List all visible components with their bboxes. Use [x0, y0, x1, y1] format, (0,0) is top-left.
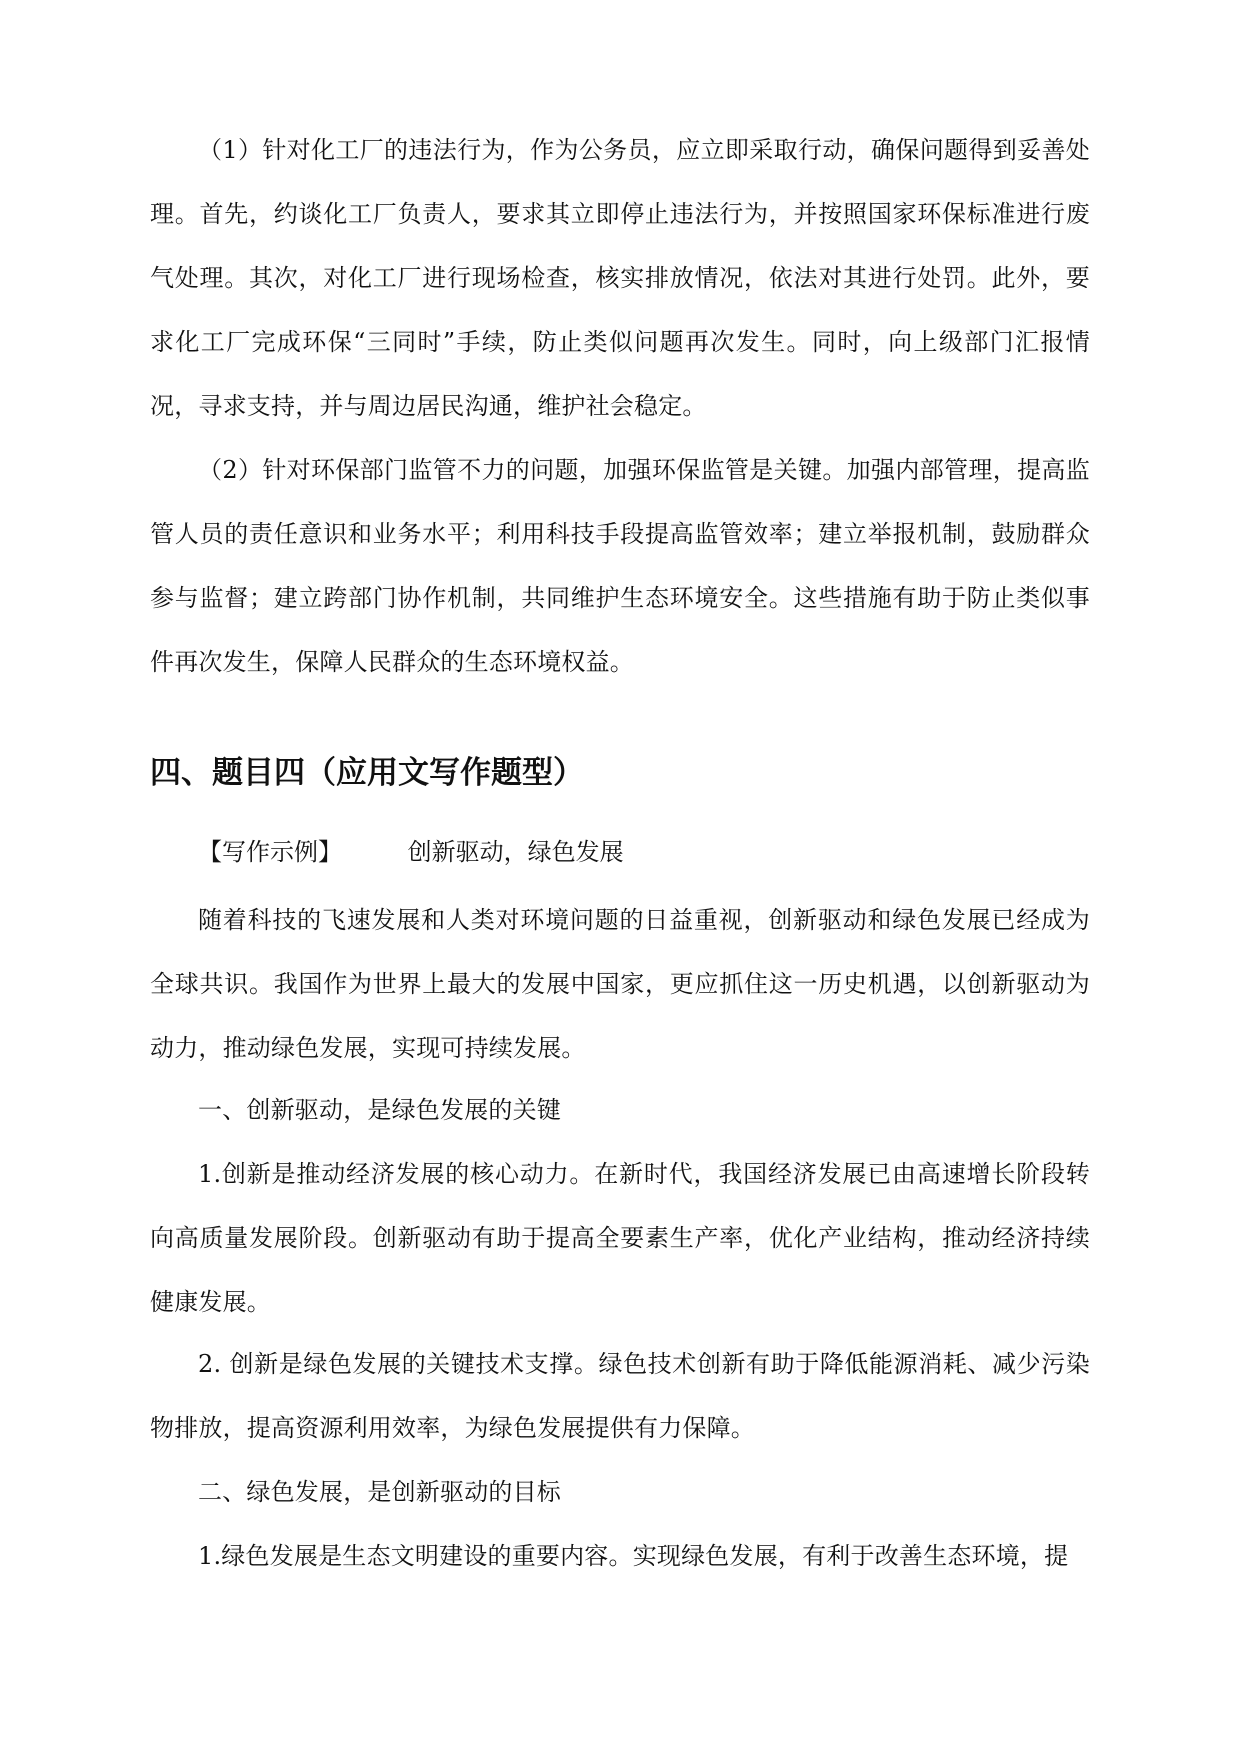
essay-intro-paragraph: 随着科技的飞速发展和人类对环境问题的日益重视，创新驱动和绿色发展已经成为全球共识。我国作为世界上最大的发展中国家，更应抓住这一历史机遇，以创新驱动为动力，推动绿色发展，实现可持续发展。: [150, 906, 1090, 1062]
paragraph-supervision-measures: （2）针对环保部门监管不力的问题，加强环保监管是关键。加强内部管理，提高监管人员的责任意识和业务水平；利用科技手段提高监管效率；建立举报机制，鼓励群众参与监督；建立跨部门协作机制，共同维护生态环境安全。这些措施有助于防止类似事件再次发生，保障人民群众的生态环境权益。: [150, 456, 1090, 676]
writing-example-title: 创新驱动，绿色发展: [407, 838, 624, 866]
essay-section1-title: 一、创新驱动，是绿色发展的关键: [198, 1096, 561, 1124]
writing-example-line: [198, 832, 624, 872]
essay-point-green-development: 1.绿色发展是生态文明建设的重要内容。实现绿色发展，有利于改善生态环境，提: [198, 1542, 1069, 1570]
essay-section2-title: 二、绿色发展，是创新驱动的目标: [198, 1478, 561, 1506]
essay-point-innovation-support: 2. 创新是绿色发展的关键技术支撑。绿色技术创新有助于降低能源消耗、减少污染物排放，提高资源利用效率，为绿色发展提供有力保障。: [150, 1350, 1090, 1442]
section-heading: 四、题目四（应用文写作题型）: [150, 755, 584, 791]
paragraph-chemical-plant-response: （1）针对化工厂的违法行为，作为公务员，应立即采取行动，确保问题得到妥善处理。首先，约谈化工厂负责人，要求其立即停止违法行为，并按照国家环保标准进行废气处理。其次，对化工厂进行现场检查，核实排放情况，依法对其进行处罚。此外，要求化工厂完成环保“三同时”手续，防止类似问题再次发生。同时，向上级部门汇报情况，寻求支持，并与周边居民沟通，维护社会稳定。: [150, 136, 1090, 420]
essay-point-innovation-core: 1.创新是推动经济发展的核心动力。在新时代，我国经济发展已由高速增长阶段转向高质量发展阶段。创新驱动有助于提高全要素生产率，优化产业结构，推动经济持续健康发展。: [150, 1160, 1090, 1316]
writing-example-tag: 【写作示例】: [198, 838, 342, 866]
